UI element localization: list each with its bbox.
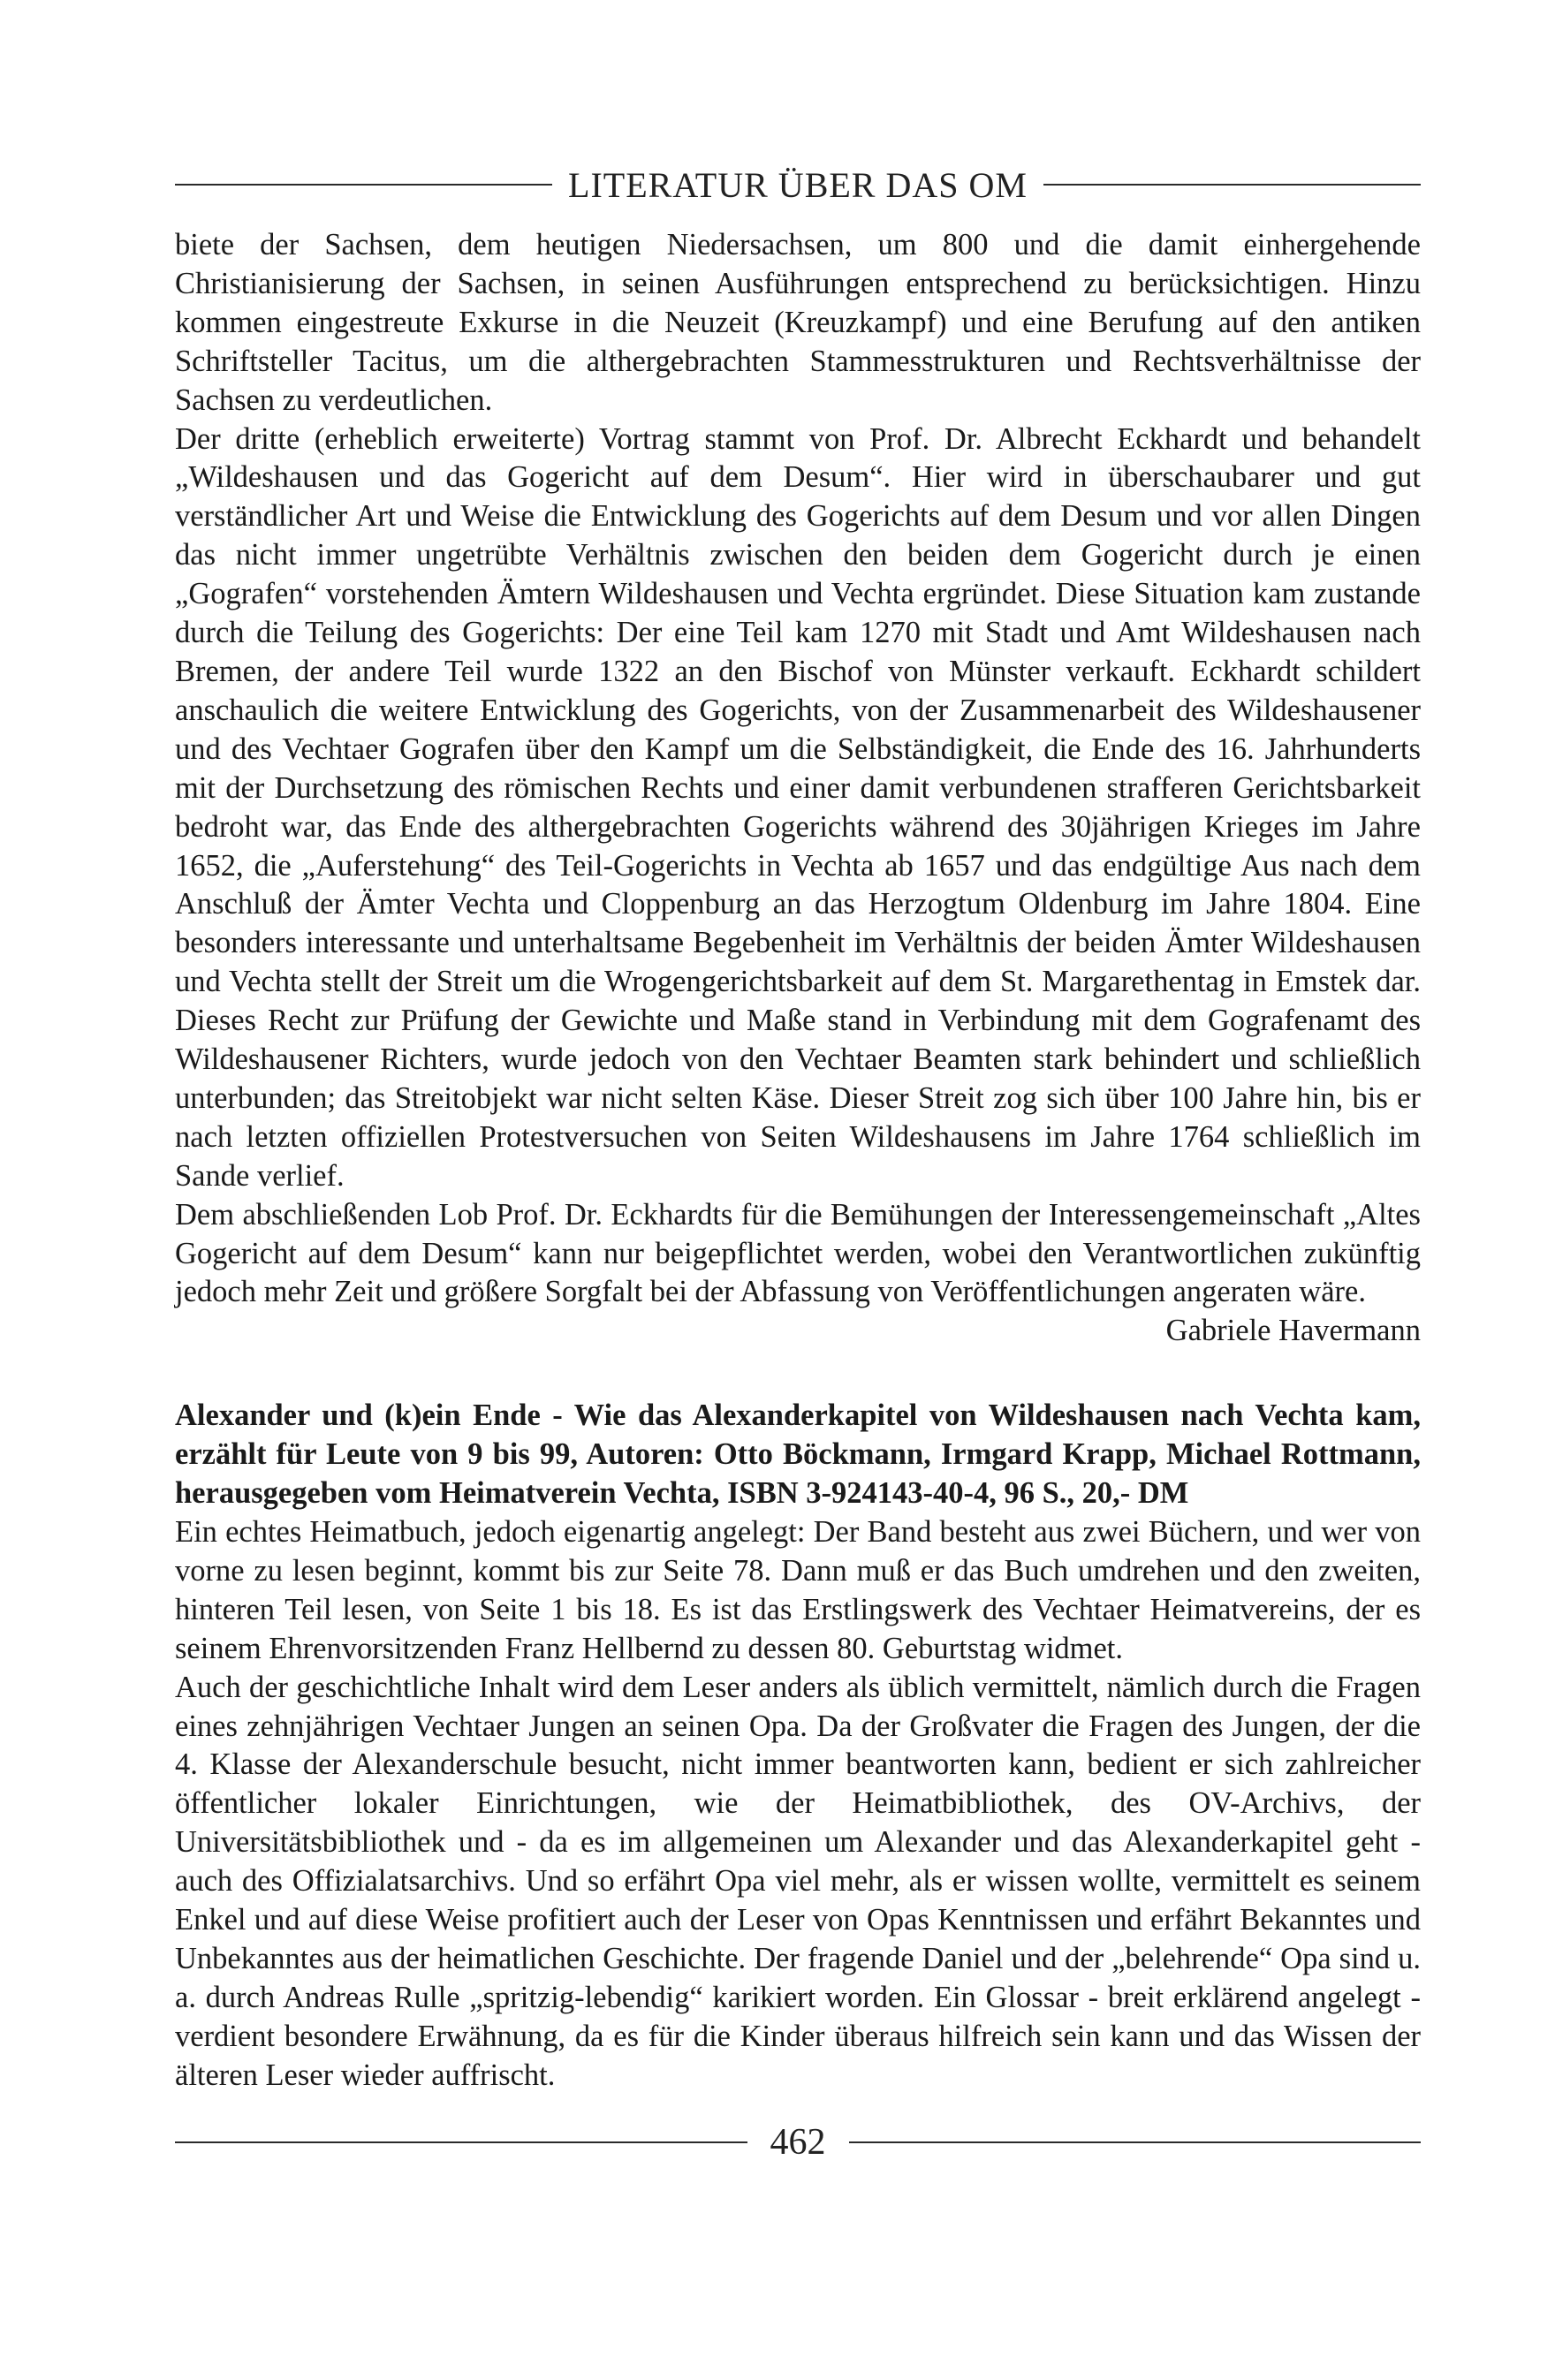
review1-paragraph-1: biete der Sachsen, dem heutigen Niedersachsen, um 800 und die damit einhergehende Christianisierung der Sachsen, in seinen Ausführungen entsprechend zu berücksichtigen. Hinzu kommen eingestreute Exkurse in die Neuzeit (Kreuzkampf) und eine Berufung auf den antiken Schriftsteller Tacitus, um die althergebrachten Stammesstrukturen und Rechtsverhältnisse der Sachsen zu verdeutlichen. [175, 228, 1421, 417]
review2-paragraph-2: Auch der geschichtliche Inhalt wird dem Leser anders als üblich vermittelt, nämlich durch die Fragen eines zehnjährigen Vechtaer Jungen an seinen Opa. Da der Großvater die Fragen des Jungen, der die 4. Klasse der Alexanderschule besucht, nicht immer beantworten kann, bedient er sich zahlreicher öffentlicher lokaler Einrichtungen, wie der Heimatbibliothek, des OV-Archivs, der Universitätsbibliothek und - da es im allgemeinen um Alexander und das Alexanderkapitel geht - auch des Offizialatsarchivs. Und so erfährt Opa viel mehr, als er wissen wollte, vermittelt es seinem Enkel und auf diese Weise profitiert auch der Leser von Opas Kenntnissen und erfährt Bekanntes und Unbekanntes aus der heimatlichen Geschichte. Der fragende Daniel und der „belehrende“ Opa sind u. a. durch Andreas Rulle „spritzig-lebendig“ karikiert worden. Ein Glossar - breit erklärend angelegt - verdient besondere Erwähnung, da es für die Kinder überaus hilfreich sein kann und das Wissen der älteren Leser wieder auffrischt. [175, 1670, 1421, 2092]
page-body [175, 226, 1421, 2096]
footer-rule-left [175, 2141, 747, 2143]
review1-author: Gabriele Havermann [1165, 1314, 1421, 1348]
review2-heading: Alexander und (k)ein Ende - Wie das Alexanderkapitel von Wildeshausen nach Vechta kam, erzählt für Leute von 9 bis 99, Autoren: Otto Böckmann, Irmgard Krapp, Michael Rottmann, herausgegeben vom Heimatverein Vechta, ISBN 3-924143-40-4, 96 S., 20,- DM [175, 1398, 1421, 1511]
running-header [175, 163, 1421, 207]
section-spacer [175, 1351, 1421, 1397]
footer-rule-right [849, 2141, 1422, 2143]
page-number: 462 [770, 2122, 826, 2163]
running-title: LITERATUR ÜBER DAS OM [568, 164, 1028, 205]
header-rule-left [175, 184, 552, 186]
review2-paragraph-1: Ein echtes Heimatbuch, jedoch eigenartig angelegt: Der Band besteht aus zwei Büchern, und wer von vorne zu lesen beginnt, kommt bis zur Seite 78. Dann muß er das Buch umdrehen und den zweiten, hinteren Teil lesen, von Seite 1 bis 18. Es ist das Erstlingswerk des Vechtaer Heimatvereins, der es seinem Ehrenvorsitzenden Franz Hellbernd zu dessen 80. Geburtstag widmet. [175, 1515, 1421, 1665]
review1-paragraph-2: Der dritte (erheblich erweiterte) Vortrag stammt von Prof. Dr. Albrecht Eckhardt und behandelt „Wildeshausen und das Gogericht auf dem Desum“. Hier wird in überschaubarer und gut verständlicher Art und Weise die Entwicklung des Gogerichts auf dem Desum und vor allen Dingen das nicht immer ungetrübte Verhältnis zwischen den beiden dem Gogericht durch je einen „Gografen“ vorstehenden Ämtern Wildeshausen und Vechta ergründet. Diese Situation kam zustande durch die Teilung des Gogerichts: Der eine Teil kam 1270 mit Stadt und Amt Wildeshausen nach Bremen, der andere Teil wurde 1322 an den Bischof von Münster verkauft. Eckhardt schildert anschaulich die weitere Entwicklung des Gogerichts, von der Zusammenarbeit des Wildeshausener und des Vechtaer Gografen über den Kampf um die Selbständigkeit, die Ende des 16. Jahrhunderts mit der Durchsetzung des römischen Rechts und einer damit verbundenen strafferen Gerichtsbarkeit bedroht war, das Ende des althergebrachten Gogerichts während des 30jährigen Krieges im Jahre 1652, die „Auferstehung“ des Teil-Gogerichts in Vechta ab 1657 und das endgültige Aus nach dem Anschluß der Ämter Vechta und Cloppenburg an das Herzogtum Oldenburg im Jahre 1804. Eine besonders interessante und unterhaltsame Begebenheit im Verhältnis der beiden Ämter Wildeshausen und Vechta stellt der Streit um die Wrogengerichtsbarkeit auf dem St. Margarethentag in Emstek dar. Dieses Recht zur Prüfung der Gewichte und Maße stand in Verbindung mit dem Gografenamt des Wildeshausener Richters, wurde jedoch von den Vechtaer Beamten stark behindert und schließlich unterbunden; das Streitobjekt war nicht selten Käse. Dieser Streit zog sich über 100 Jahre hin, bis er nach letzten offiziellen Protestversuchen von Seiten Wildeshausens im Jahre 1764 schließlich im Sande verlief. [175, 421, 1421, 1193]
header-rule-right [1043, 184, 1421, 186]
page-footer [175, 2119, 1421, 2166]
review1-paragraph-3: Dem abschließenden Lob Prof. Dr. Eckhardts für die Bemühungen der Interessengemeinschaft „Altes Gogericht auf dem Desum“ kann nur beigepflichtet werden, wobei den Verantwortlichen zukünftig jedoch mehr Zeit und größere Sorgfalt bei der Abfassung von Veröffentlichungen angeraten wäre. [175, 1197, 1421, 1309]
